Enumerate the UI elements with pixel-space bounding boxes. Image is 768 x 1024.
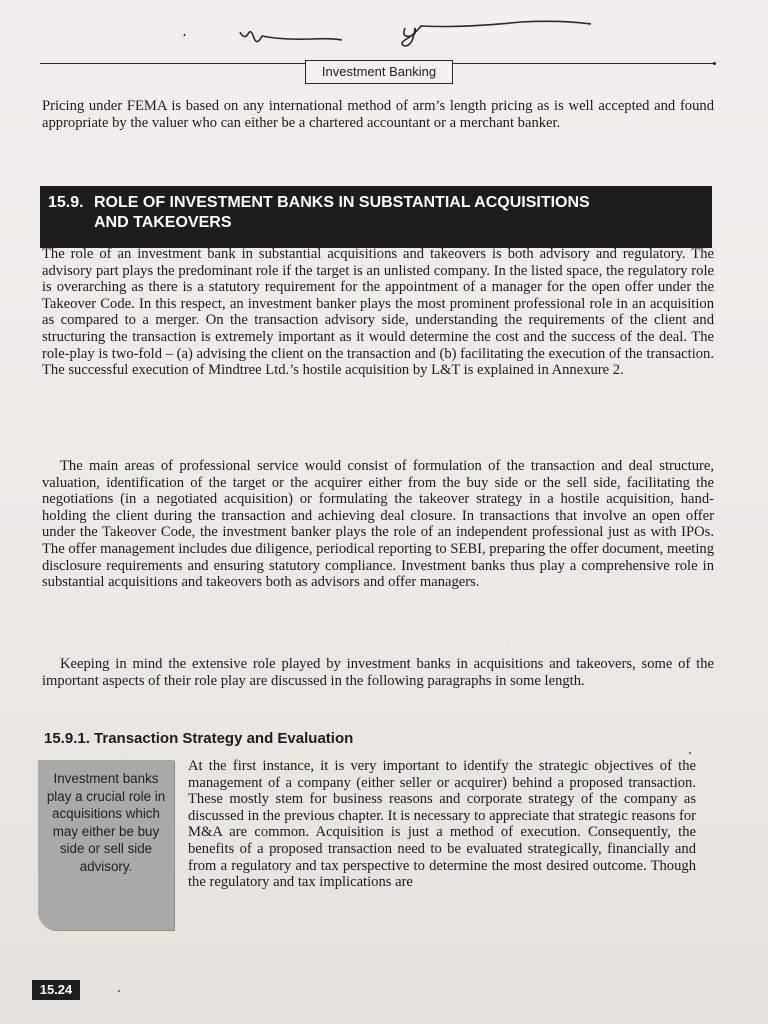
body-paragraph-3: Keeping in mind the extensive role played by investment banks in acquisitions and takeovers, some of the important aspects of their role play are discussed in the following paragraphs in some length. [42,656,714,689]
page-number: 15.24 [32,980,80,1000]
body-paragraph-2: The main areas of professional service would consist of formulation of the transaction and deal structure, valuation, identification of the target or the acquirer either from the buy side or the sell side, facilitating the negotiations (in a negotiated acquisition) or formulating the takeover strategy in a hostile acquisition, hand- holding the client during the transaction and achieving deal closure. In transactions that involve an open offer under the Takeover Code, the investment banker plays the role of an independent professional just as with IPOs. The offer management includes due diligence, periodical reporting to SEBI, preparing the offer document, meeting disclosure requirements and ensuring statutory compliance. Investment banks thus play a comprehensive role in substantial acquisitions and takeovers both as advisors and offer managers. [42,458,714,591]
section-title-line2: AND TAKEOVERS [94,214,232,231]
speck [118,990,120,992]
sidebar-callout: Investment banks play a crucial role in acquisitions which may either be buy side or sell side advisory. [38,760,174,930]
section-title-line1: ROLE OF INVESTMENT BANKS IN SUBSTANTIAL ACQUISITIONS [94,194,590,211]
speck [689,752,691,754]
running-header: Investment Banking [305,60,453,84]
section-heading [40,186,712,248]
handwritten-scribble [180,14,610,54]
intro-paragraph: Pricing under FEMA is based on any international method of arm’s length pricing as is well accepted and found appropriate by the valuer who can either be a chartered accountant or a merchant banker. [42,98,714,131]
subsection-heading: 15.9.1. Transaction Strategy and Evaluation [44,730,354,747]
body-paragraph-1: The role of an investment bank in substantial acquisitions and takeovers is both advisory and regulatory. The advisory part plays the predominant role if the target is an unlisted company. In the listed space, the regulatory role is overarching as there is a statutory requirement for the appointment of a manager for the open offer under the Takeover Code. In this respect, an investment banker plays the most prominent professional role in an acquisition as compared to a merger. On the transaction advisory side, understanding the requirements of the client and structuring the transaction is extremely important as it would determine the cost and the success of the deal. The role-play is two-fold – (a) advising the client on the transaction and (b) facilitating the execution of the transaction. The successful execution of Mindtree Ltd.’s hostile acquisition by L&T is explained in Annexure 2. [42,246,714,379]
subsection-paragraph: At the first instance, it is very important to identify the strategic objectives of the management of a company (either seller or acquirer) behind a proposed transaction. These mostly stem for business reasons and corporate strategy of the company as discussed in the previous chapter. It is necessary to appreciate that strategic reasons for M&A are common. Acquisition is just a method of execution. Consequently, the benefits of a proposed transaction need to be evaluated strategically, financially and from a regulatory and tax perspective to determine the most desired outcome. Though the regulatory and tax implications are [188,758,696,891]
section-number: 15.9. [48,194,84,211]
